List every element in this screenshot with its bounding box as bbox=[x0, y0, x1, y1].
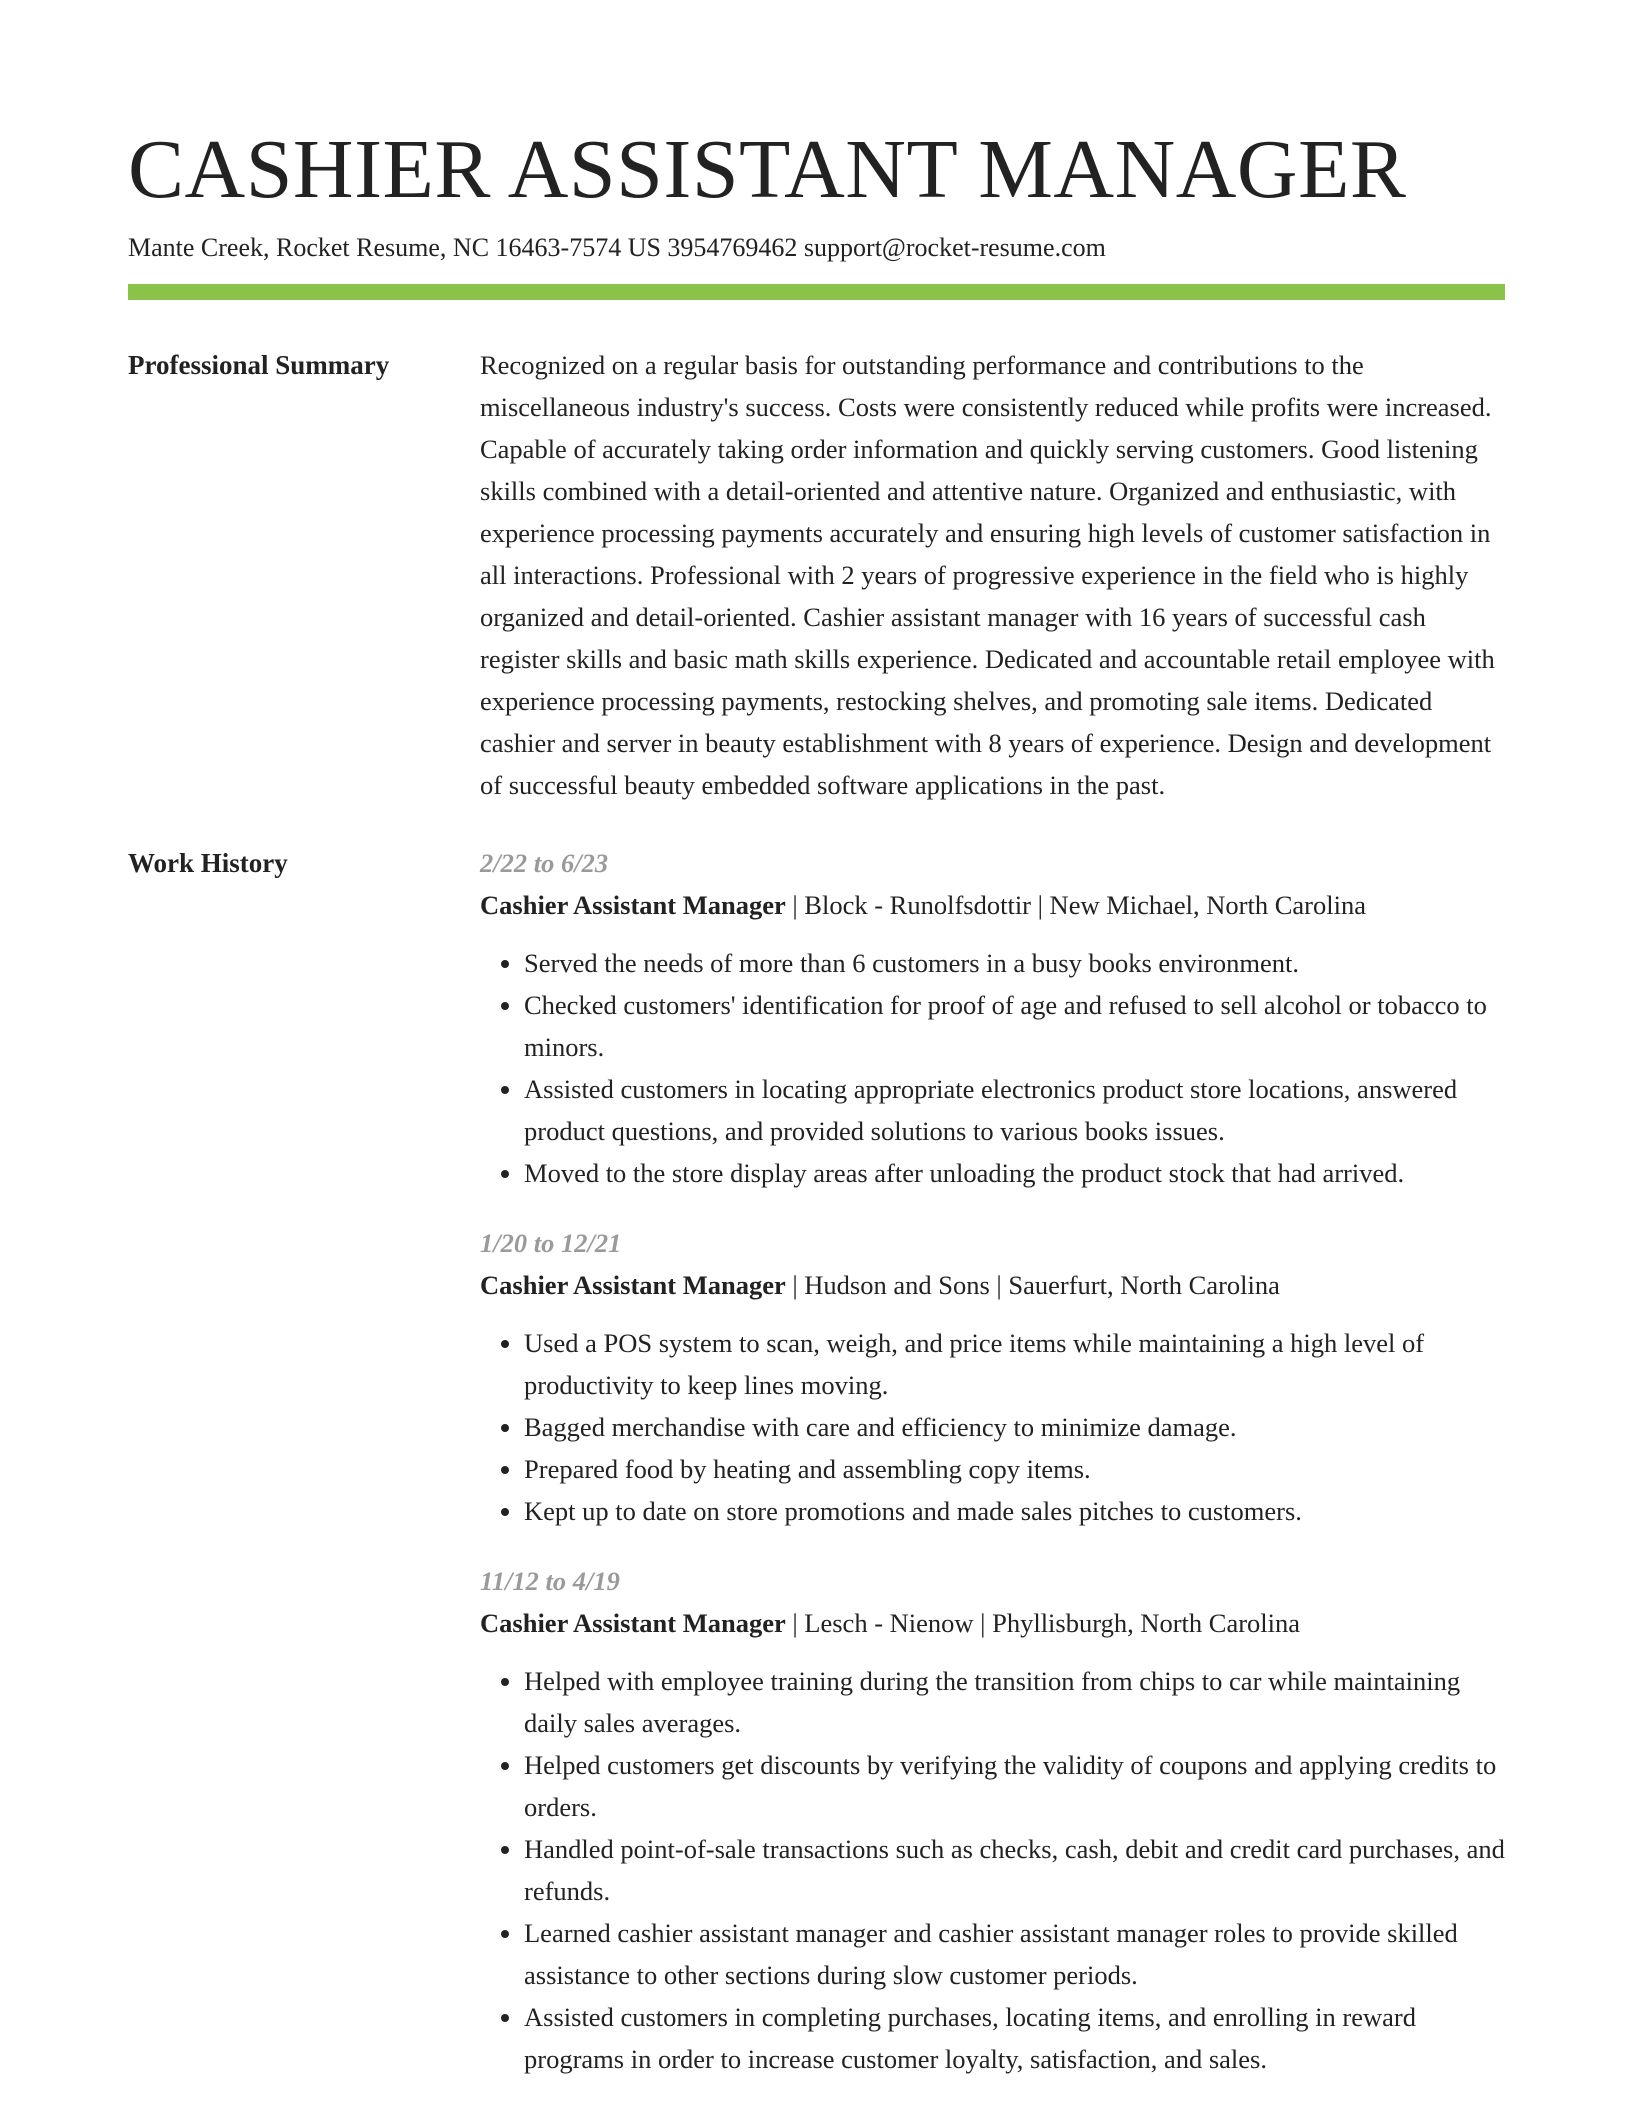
job-title-line bbox=[480, 1264, 1505, 1306]
summary-text: Recognized on a regular basis for outstanding performance and contributions to the miscellaneous industry's success. Costs were consistently reduced while profits were increased. Capable of accurately taking order information and quickly serving customers. Good listening skills combined with a detail-oriented and attentive nature. Organized and enthusiastic, with experience processing payments accurately and ensuring high levels of customer satisfaction in all interactions. Professional with 2 years of progressive experience in the field who is highly organized and detail-oriented. Cashier assistant manager with 16 years of successful cash register skills and basic math skills experience. Dedicated and accountable retail employee with experience processing payments, restocking shelves, and promoting sale items. Dedicated cashier and server in beauty establishment with 8 years of experience. Design and development of successful beauty embedded software applications in the past. bbox=[480, 350, 1495, 800]
summary-body bbox=[480, 344, 1505, 806]
job-entry bbox=[480, 842, 1505, 1194]
job-bullet: • Bagged merchandise with care and efficiency to minimize damage. bbox=[524, 1406, 1505, 1448]
resume-page bbox=[128, 0, 1505, 2108]
contact-line: Mante Creek, Rocket Resume, NC 16463-7574 US 3954769462 support@rocket-resume.com bbox=[128, 233, 1106, 262]
job-dates: 11/12 to 4/19 bbox=[480, 1566, 620, 1596]
job-bullet: • Handled point-of-sale transactions such as checks, cash, debit and credit card purchases, and refunds. bbox=[524, 1828, 1505, 1912]
job-bullet: • Assisted customers in completing purchases, locating items, and enrolling in reward programs in order to increase customer loyalty, satisfaction, and sales. bbox=[524, 1996, 1505, 2080]
job-bullet: • Kept up to date on store promotions and made sales pitches to customers. bbox=[524, 1490, 1505, 1532]
job-entry bbox=[480, 1222, 1505, 1532]
header-divider bbox=[128, 284, 1505, 300]
summary-heading: Professional Summary bbox=[128, 350, 390, 380]
job-bullet: • Learned cashier assistant manager and cashier assistant manager roles to provide skilled assistance to other sections during slow customer periods. bbox=[524, 1912, 1505, 1996]
work-history-section bbox=[128, 842, 1505, 2108]
job-bullet: • Assisted customers in locating appropriate electronics product store locations, answered product questions, and provided solutions to various books issues. bbox=[524, 1068, 1505, 1152]
job-bullet: • Served the needs of more than 6 customers in a busy books environment. bbox=[524, 942, 1505, 984]
job-bullet: • Prepared food by heating and assembling copy items. bbox=[524, 1448, 1505, 1490]
job-title: Cashier Assistant Manager bbox=[480, 1270, 786, 1300]
job-bullet: • Helped with employee training during the transition from chips to car while maintaining daily sales averages. bbox=[524, 1660, 1505, 1744]
job-dates: 1/20 to 12/21 bbox=[480, 1228, 622, 1258]
job-bullet: • Used a POS system to scan, weigh, and price items while maintaining a high level of productivity to keep lines moving. bbox=[524, 1322, 1505, 1406]
job-title-line bbox=[480, 884, 1505, 926]
job-title-line bbox=[480, 1602, 1505, 1644]
job-bullet-list bbox=[480, 1322, 1505, 1532]
work-history-heading: Work History bbox=[128, 848, 288, 878]
job-employer-location: | Lesch - Nienow | Phyllisburgh, North Carolina bbox=[785, 1608, 1301, 1638]
job-dates: 2/22 to 6/23 bbox=[480, 848, 609, 878]
job-bullet: • Helped customers get discounts by verifying the validity of coupons and applying credits to orders. bbox=[524, 1744, 1505, 1828]
job-employer-location: | Hudson and Sons | Sauerfurt, North Carolina bbox=[785, 1270, 1280, 1300]
job-title: Cashier Assistant Manager bbox=[480, 1608, 786, 1638]
job-entry bbox=[480, 1560, 1505, 2080]
job-employer-location: | Block - Runolfsdottir | New Michael, North Carolina bbox=[785, 890, 1366, 920]
work-history-body bbox=[480, 842, 1505, 2108]
job-title: Cashier Assistant Manager bbox=[480, 890, 786, 920]
resume-name-heading: CASHIER ASSISTANT MANAGER bbox=[128, 123, 1407, 216]
professional-summary-section bbox=[128, 344, 1505, 806]
job-bullet-list bbox=[480, 942, 1505, 1194]
job-bullet-list bbox=[480, 1660, 1505, 2080]
job-bullet: • Checked customers' identification for proof of age and refused to sell alcohol or tobacco to minors. bbox=[524, 984, 1505, 1068]
job-bullet: • Moved to the store display areas after unloading the product stock that had arrived. bbox=[524, 1152, 1505, 1194]
